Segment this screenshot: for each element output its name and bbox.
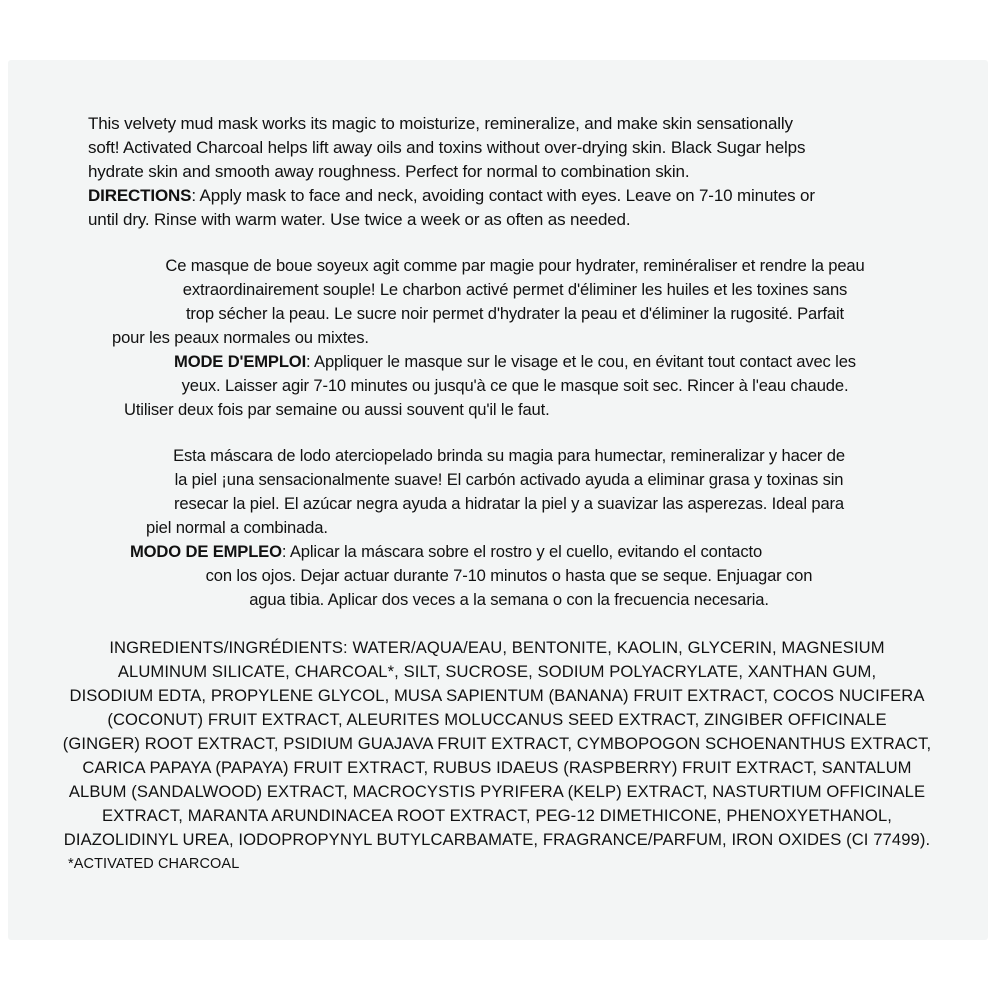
french-intro-line: Ce masque de boue soyeux agit comme par magie pour hydrater, reminéraliser et rendre la peau [165, 256, 865, 275]
ingredients-line: ALBUM (SANDALWOOD) EXTRACT, MACROCYSTIS PYRIFERA (KELP) EXTRACT, NASTURTIUM OFFICINALE [68, 782, 926, 801]
spanish-directions-text: : Aplicar la máscara sobre el rostro y el cuello, evitando el contacto [281, 542, 763, 561]
ingredients-footnote: *ACTIVATED CHARCOAL [68, 856, 240, 872]
french-directions-line: yeux. Laisser agir 7-10 minutes ou jusqu'à ce que le masque soit sec. Rincer à l'eau chaude. [181, 376, 849, 395]
spanish-intro-line: resecar la piel. El azúcar negra ayuda a hidratar la piel y a suavizar las asperezas. Ideal para [173, 494, 844, 513]
spanish-directions-heading: MODO DE EMPLEO [130, 542, 282, 561]
french-directions-line [80, 350, 950, 374]
ingredients-line: DIAZOLIDINYL UREA, IODOPROPYNYL BUTYLCARBAMATE, FRAGRANCE/PARFUM, IRON OXIDES (CI 77499). [63, 830, 931, 849]
ingredients-line: CARICA PAPAYA (PAPAYA) FRUIT EXTRACT, RUBUS IDAEUS (RASPBERRY) FRUIT EXTRACT, SANTALUM [82, 758, 912, 777]
spanish-intro-line: la piel ¡una sensacionalmente suave! El carbón activado ayuda a eliminar grasa y toxinas sin [174, 470, 844, 489]
ingredients-section [62, 636, 932, 876]
ingredients-line: EXTRACT, MARANTA ARUNDINACEA ROOT EXTRACT, PEG-12 DIMETHICONE, PHENOXYETHANOL, [102, 806, 892, 825]
french-directions-line: Utiliser deux fois par semaine ou aussi souvent qu'il le faut. [124, 400, 550, 419]
spanish-section [94, 444, 924, 612]
english-directions-line [88, 184, 815, 208]
ingredients-line: ALUMINUM SILICATE, CHARCOAL*, SILT, SUCROSE, SODIUM POLYACRYLATE, XANTHAN GUM, [117, 662, 877, 681]
spanish-intro-line: Esta máscara de lodo aterciopelado brinda su magia para humectar, remineralizar y hacer de [173, 446, 845, 465]
ingredients-line: (GINGER) ROOT EXTRACT, PSIDIUM GUAJAVA FRUIT EXTRACT, CYMBOPOGON SCHOENANTHUS EXTRACT, [62, 734, 932, 753]
spanish-directions-line [94, 540, 924, 564]
french-intro-line: pour les peaux normales ou mixtes. [112, 328, 369, 347]
french-intro-line: trop sécher la peau. Le sucre noir permet d'hydrater la peau et d'éliminer la rugosité. Parfait [185, 304, 845, 323]
english-intro-line: soft! Activated Charcoal helps lift away oils and toxins without over-drying skin. Black Sugar helps [88, 138, 806, 157]
spanish-directions-line: con los ojos. Dejar actuar durante 7-10 minutos o hasta que se seque. Enjuagar con [205, 566, 813, 585]
english-directions-text: : Apply mask to face and neck, avoiding contact with eyes. Leave on 7-10 minutes or [191, 186, 815, 205]
french-intro-line: extraordinairement souple! Le charbon activé permet d'éliminer les huiles et les toxines sans [182, 280, 848, 299]
english-section [88, 112, 815, 232]
sachet-label [8, 60, 988, 940]
french-section [80, 254, 950, 422]
english-directions-line: until dry. Rinse with warm water. Use twice a week or as often as needed. [88, 210, 631, 229]
french-directions-heading: MODE D'EMPLOI [174, 352, 307, 371]
english-intro-line: hydrate skin and smooth away roughness. Perfect for normal to combination skin. [88, 162, 690, 181]
ingredients-line: INGREDIENTS/INGRÉDIENTS: WATER/AQUA/EAU, BENTONITE, KAOLIN, GLYCERIN, MAGNESIUM [109, 638, 885, 657]
english-directions-heading: DIRECTIONS [88, 186, 192, 205]
spanish-directions-line: agua tibia. Aplicar dos veces a la semana o con la frecuencia necesaria. [249, 590, 769, 609]
ingredients-line: (COCONUT) FRUIT EXTRACT, ALEURITES MOLUCCANUS SEED EXTRACT, ZINGIBER OFFICINALE [107, 710, 887, 729]
french-directions-text: : Appliquer le masque sur le visage et le cou, en évitant tout contact avec les [306, 352, 856, 371]
english-intro-line: This velvety mud mask works its magic to moisturize, remineralize, and make skin sensationally [88, 114, 793, 133]
ingredients-line: DISODIUM EDTA, PROPYLENE GLYCOL, MUSA SAPIENTUM (BANANA) FRUIT EXTRACT, COCOS NUCIFERA [69, 686, 925, 705]
spanish-intro-line: piel normal a combinada. [146, 518, 328, 537]
